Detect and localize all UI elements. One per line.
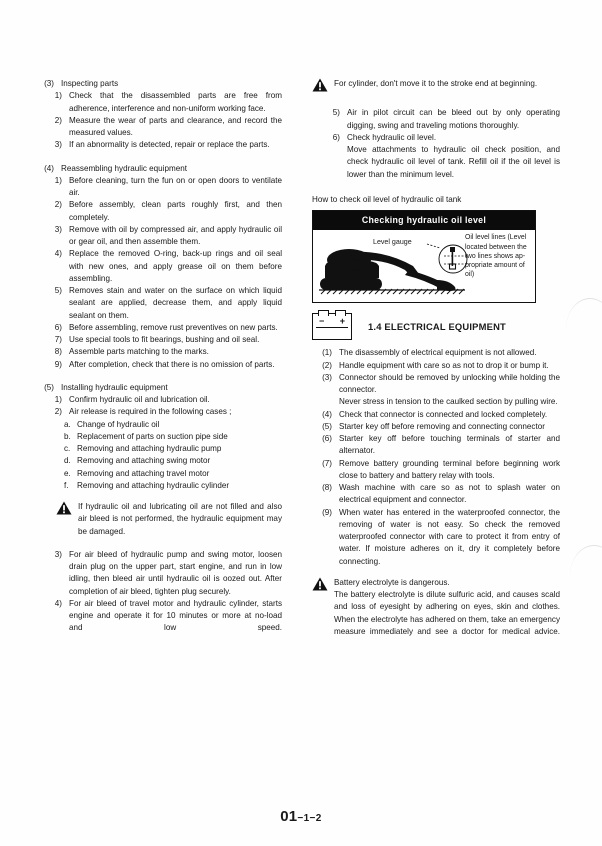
list-text: Never stress in tension to the caulked section by pulling wire. (339, 397, 558, 407)
list-marker: 5) (332, 108, 340, 118)
list-text: Move attachments to hydraulic oil check position, and check hydraulic oil level of tank. Refill oil if the oil level is lower than the minimum level. (347, 145, 560, 179)
sub-list-text: Removing and attaching swing motor (77, 456, 211, 466)
list-marker: 6) (54, 322, 62, 332)
list-marker: 1) (54, 175, 62, 185)
list-text: When water has entered in the waterproofed connector, the removing of water is not easy. So check the removed waterproofed connector with care to protect it from entry of water. If moisture adheres on it, dry it completely before connecting. (339, 507, 560, 566)
list-marker: 5) (54, 286, 62, 295)
right-column (312, 78, 560, 650)
sub-list-item (34, 480, 282, 492)
section-marker: (5) (44, 382, 54, 392)
list-marker: (6) (322, 434, 332, 443)
sub-list-marker: f. (64, 480, 69, 490)
list-item-continuation (312, 396, 560, 408)
sub-list-text: Removing and attaching hydraulic cylinder (77, 480, 230, 490)
section-title: Reassembling hydraulic equipment (61, 163, 187, 173)
sub-list-item (34, 431, 282, 443)
left-column (34, 78, 282, 647)
battery-positive-symbol: + (339, 316, 345, 327)
sub-list-text: Replacement of parts on suction pipe side (77, 431, 228, 441)
section-heading-3 (34, 78, 282, 90)
figure-title: Checking hydraulic oil level (313, 211, 535, 230)
spacer (34, 371, 282, 382)
list-item (34, 334, 282, 346)
warning-triangle-icon (312, 577, 328, 595)
list-marker: (8) (322, 483, 332, 492)
warning-block (34, 501, 282, 538)
list-item (34, 394, 282, 406)
warning-detail: The battery electrolyte is dilute sulfuric acid, and causes scald and loss of eyesight by adhering on eyes, skin and clothes. When the electrolyte has adhered on them, take an emergency measure immediately and see a doctor for medical advice. (334, 590, 560, 636)
list-marker: 2) (54, 200, 62, 210)
list-item (34, 248, 282, 285)
page-footer (0, 808, 602, 826)
list-item (34, 549, 282, 598)
list-marker: 9) (54, 359, 62, 369)
section-title: Inspecting parts (61, 79, 119, 88)
list-item (312, 372, 560, 397)
sub-list-item (34, 455, 282, 467)
list-marker: (9) (322, 507, 332, 517)
list-item (312, 409, 560, 421)
list-text: Confirm hydraulic oil and lubrication oil. (69, 395, 210, 404)
list-text: Check that connector is connected and locked completely. (339, 409, 548, 419)
list-marker: 3) (54, 224, 62, 234)
list-item (34, 406, 282, 418)
sub-list-item (34, 443, 282, 455)
list-text: The disassembly of electrical equipment is not allowed. (339, 348, 537, 358)
list-marker: 2) (54, 407, 62, 417)
section-title: 1.4 ELECTRICAL EQUIPMENT (368, 320, 506, 332)
list-item (34, 90, 282, 115)
list-marker: (5) (322, 421, 332, 431)
list-text: Before assembling, remove rust preventives on new parts. (69, 322, 278, 332)
figure-oil-level-check (312, 210, 536, 303)
warning-block (312, 78, 560, 96)
figure-caption: How to check oil level of hydraulic oil tank (312, 194, 462, 204)
list-text: Air in pilot circuit can be bleed out by only operating digging, swing and traveling motions thoroughly. (347, 108, 560, 130)
sub-list-item (34, 468, 282, 480)
list-text: Replace the removed O-ring, back-up rings and oil seal with new ones, and apply grease oil on them before assembling. (69, 249, 282, 283)
list-text: Air release is required in the following cases ; (69, 407, 232, 417)
list-text: Removes stain and water on the surface on which liquid sealant are applied, decrease them, and apply liquid sealant on them. (69, 286, 282, 320)
warning-triangle-icon (56, 501, 72, 519)
warning-text: If hydraulic oil and lubricating oil are not filled and also air bleed is not performed, the hydraulic equipment may be damaged. (78, 502, 282, 536)
sub-list-marker: a. (64, 419, 71, 429)
list-text: Handle equipment with care so as not to drop it or bump it. (339, 360, 549, 370)
scan-artifact-arc (566, 298, 602, 329)
sub-list-marker: c. (64, 444, 71, 453)
spacer (34, 152, 282, 163)
list-marker: (7) (322, 458, 332, 468)
list-marker: 6) (332, 132, 340, 142)
list-marker: 3) (54, 549, 62, 559)
list-marker: (2) (322, 360, 332, 370)
figure-body (313, 230, 535, 302)
sub-list-marker: d. (64, 456, 71, 466)
list-item (34, 175, 282, 200)
scan-artifact-arc (570, 545, 602, 576)
list-item (34, 346, 282, 358)
section-title: Installing hydraulic equipment (61, 382, 168, 392)
section-marker: (4) (44, 163, 54, 173)
list-item (34, 598, 282, 647)
list-text: Assemble parts matching to the marks. (69, 347, 209, 357)
list-marker: 4) (54, 598, 62, 608)
list-item (312, 433, 560, 458)
battery-icon (312, 313, 352, 340)
sub-list-marker: e. (64, 468, 71, 478)
list-text: Use special tools to fit bearings, bushing and oil seal. (69, 335, 260, 344)
list-marker: (4) (322, 409, 332, 419)
list-item (312, 458, 560, 483)
list-item (312, 421, 560, 433)
list-text: Check that the disassembled parts are free from adherence, interference and non-uniform working face. (69, 91, 282, 113)
list-marker: 3) (54, 140, 62, 150)
list-text: Remove with oil by compressed air, and apply hydraulic oil or gear oil, and then assemble them. (69, 224, 282, 246)
list-item (312, 107, 560, 132)
spacer (34, 538, 282, 549)
sub-list-marker: b. (64, 431, 71, 441)
battery-divider (316, 327, 348, 328)
section-heading-4 (34, 163, 282, 175)
list-item (312, 507, 560, 568)
list-item (312, 132, 560, 144)
sub-list-text: Removing and attaching travel motor (77, 468, 210, 478)
list-marker: 1) (54, 91, 62, 101)
list-text: If an abnormality is detected, repair or replace the parts. (69, 140, 270, 150)
page-number-sub: −1−2 (297, 813, 322, 824)
list-item (34, 224, 282, 249)
list-text: Measure the wear of parts and clearance, and record the measured values. (69, 115, 282, 137)
warning-triangle-icon (312, 78, 328, 96)
list-item (34, 199, 282, 224)
sub-list-item (34, 419, 282, 431)
warning-text-container (334, 577, 560, 651)
page-number-main: 01 (280, 808, 298, 825)
list-text: Before assembly, clean parts roughly first, and then completely. (69, 200, 282, 222)
warning-text: For cylinder, don't move it to the stroke end at beginning. (334, 79, 538, 88)
list-marker: 7) (54, 335, 62, 344)
list-item (34, 322, 282, 334)
section-heading-5 (34, 382, 282, 394)
list-marker: 8) (54, 347, 62, 357)
list-text: Before cleaning, turn the fun on or open doors to ventilate air. (69, 175, 282, 197)
list-text: Wash machine with care so as not to splash water on electrical equipment and connector. (339, 483, 560, 505)
sub-list-text: Change of hydraulic oil (77, 419, 160, 429)
warning-block (312, 577, 560, 651)
list-text: For air bleed of hydraulic pump and swing motor, loosen drain plug on the upper part, start engine, and run in low idling, then bleed air until hydraulic oil is oozed out. After completion of air bleed, tighten plug securely. (69, 549, 282, 596)
list-item (34, 139, 282, 151)
list-item (34, 285, 282, 322)
section-marker: (3) (44, 79, 54, 88)
list-item-continuation (312, 144, 560, 181)
list-item (312, 482, 560, 507)
list-item (312, 347, 560, 359)
list-text: For air bleed of travel motor and hydraulic cylinder, starts engine and operate it for 10 minutes or more at no-load and low speed. (69, 598, 282, 633)
battery-negative-symbol: − (319, 316, 325, 327)
list-text: After completion, check that there is no omission of parts. (69, 359, 275, 369)
list-marker: 1) (54, 395, 62, 404)
list-text: Check hydraulic oil level. (347, 132, 437, 142)
figure-label-level-gauge: Level gauge (373, 238, 412, 247)
list-marker: 2) (54, 115, 62, 125)
list-text: Starter key off before removing and connecting connector (339, 421, 545, 431)
list-item (34, 115, 282, 140)
list-marker: 4) (54, 249, 62, 259)
list-text: Remove battery grounding terminal before beginning work close to battery and battery relay with tools. (339, 458, 560, 480)
section-heading-1-4 (312, 313, 560, 340)
figure-note-oil-level-lines: Oil level lines (Level located between the two lines shows ap-propriate amount of oil) (465, 234, 527, 279)
spacer (312, 96, 560, 107)
list-text: Starter key off before touching terminals of starter and alternator. (339, 434, 560, 456)
sub-list-text: Removing and attaching hydraulic pump (77, 444, 222, 453)
list-text: Connector should be removed by unlocking while holding the connector. (339, 372, 560, 394)
warning-headline: Battery electrolyte is dangerous. (334, 577, 450, 587)
list-marker: (3) (322, 372, 332, 382)
list-item (312, 360, 560, 372)
list-marker: (1) (322, 348, 332, 358)
list-item (34, 359, 282, 371)
